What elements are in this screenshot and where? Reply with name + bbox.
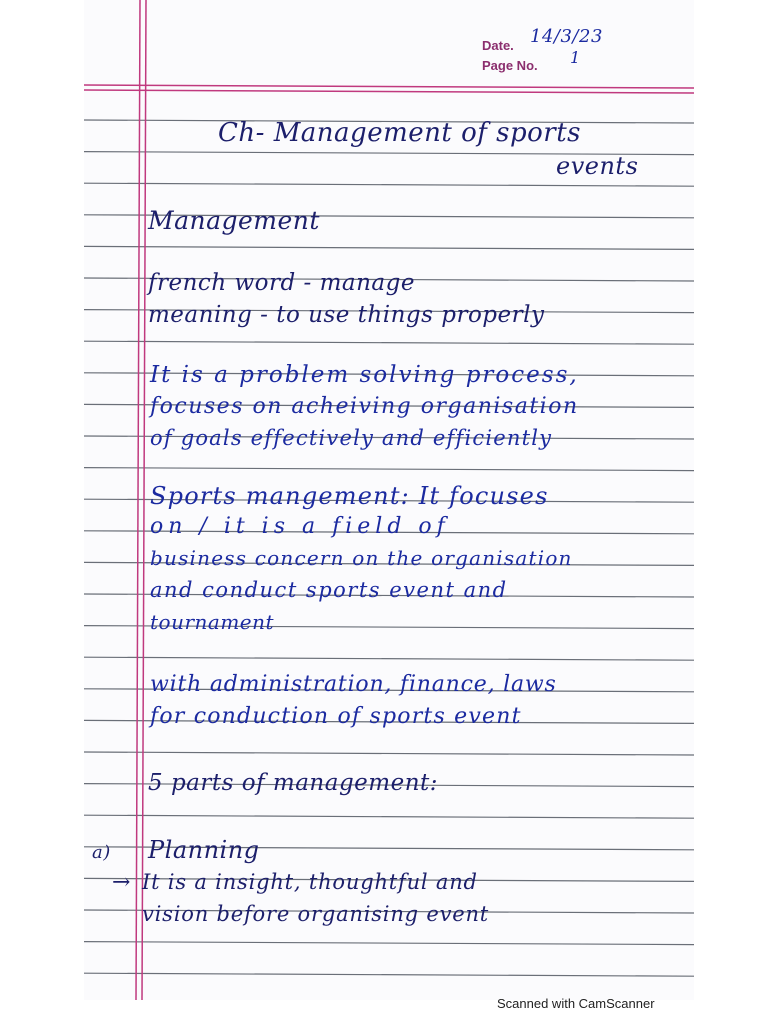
chapter-title-line2: events [556,152,639,180]
sports-mgmt-line-1: Sports mangement: It focuses [150,482,549,510]
admin-line-1: with administration, finance, laws [150,672,557,697]
heading-management: Management [148,206,320,235]
parts-heading: 5 parts of management: [148,770,439,796]
header-rule-2 [84,90,694,93]
sports-mgmt-line-5: tournament [150,610,275,634]
header-rule-1 [84,85,694,88]
arrow-icon: → [112,870,131,895]
planning-line-1: It is a insight, thoughtful and [142,870,478,894]
page-no-value: 1 [570,48,581,67]
rule-line [84,657,694,660]
definition-line-2: focuses on acheiving organisation [150,394,579,419]
admin-line-2: for conduction of sports event [150,704,522,729]
rule-line [84,942,694,945]
sports-mgmt-line-3: business concern on the organisation [150,546,573,570]
page-no-label: Page No. [482,58,538,73]
rule-line [84,752,694,755]
planning-line-2: vision before organising event [142,902,490,926]
sports-mgmt-line-4: and conduct sports event and [150,578,508,602]
rule-line [84,468,694,471]
item-planning-title: Planning [148,836,260,864]
chapter-title-line1: Ch- Management of sports [218,118,581,148]
definition-line-1: It is a problem solving process, [150,362,579,388]
item-a-marker: a) [92,842,111,863]
date-value: 14/3/23 [530,26,603,47]
date-label: Date. [482,38,514,53]
rule-line [84,246,694,249]
camscanner-watermark: Scanned with CamScanner [497,996,655,1011]
rule-line [84,341,694,344]
sports-mgmt-line-2: on / it is a field of [150,514,450,539]
meaning-line: meaning - to use things properly [148,302,545,328]
rule-line [84,183,694,186]
rule-line [84,815,694,818]
definition-line-3: of goals effectively and efficiently [150,426,553,450]
french-word-line: french word - manage [148,270,415,296]
rule-line [84,973,694,976]
